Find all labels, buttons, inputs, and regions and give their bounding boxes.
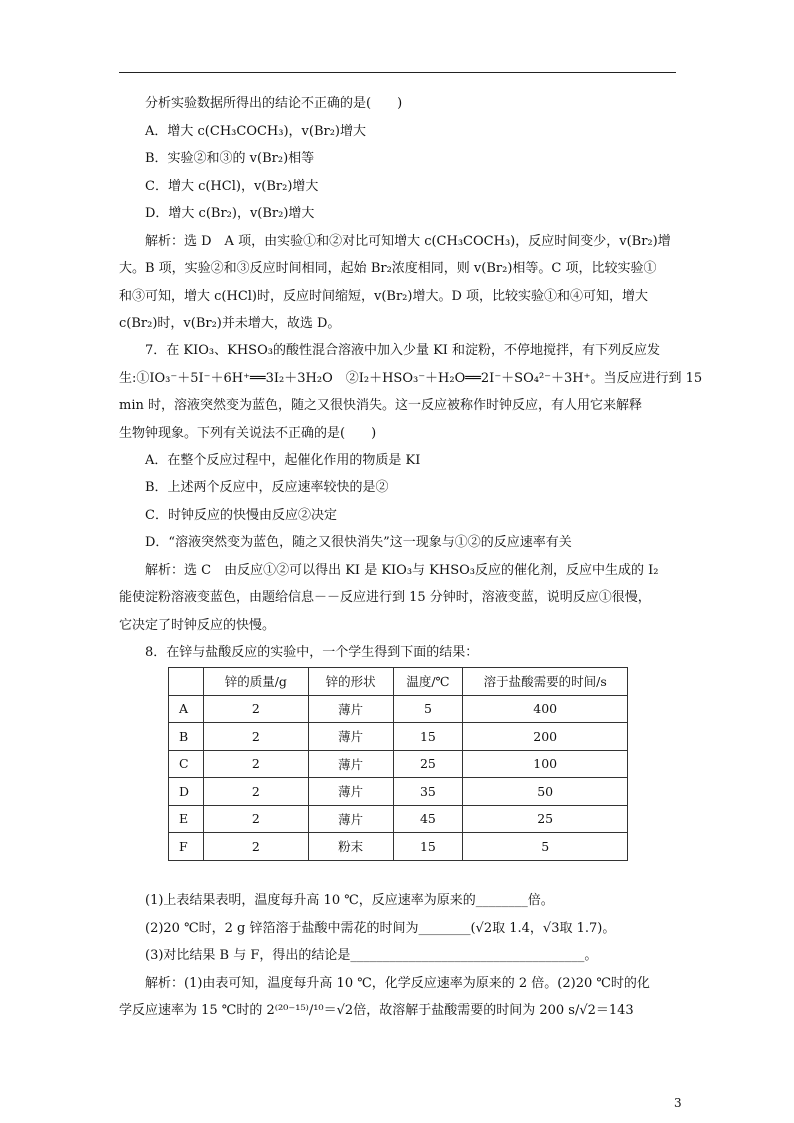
option-d: D．增大 c(Br₂)，v(Br₂)增大	[145, 206, 315, 221]
table-row	[169, 805, 628, 833]
table-cell: 35	[393, 778, 463, 806]
q7-stem-line: 生物钟现象。下列有关说法不正确的是( )	[119, 426, 377, 441]
table-header-cell: 溶于盐酸需要的时间/s	[463, 668, 628, 696]
table-header-cell: 锌的质量/g	[203, 668, 308, 696]
question-intro: 分析实验数据所得出的结论不正确的是( )	[145, 96, 403, 111]
page-number: 3	[674, 1096, 682, 1110]
table-cell: 2	[203, 833, 308, 861]
table-header-cell: 温度/℃	[393, 668, 463, 696]
q8-sub1: (1)上表结果表明，温度每升高 10 ℃，反应速率为原来的________倍。	[145, 893, 554, 908]
table-row	[169, 695, 628, 723]
table-row	[169, 723, 628, 751]
analysis-line: 大。B 项，实验②和③反应时间相同，起始 Br₂浓度相同，则 v(Br₂)相等。C 项，比较实验①	[119, 261, 657, 276]
table-cell: 45	[393, 805, 463, 833]
table-cell: B	[169, 723, 204, 751]
table-cell: 5	[393, 695, 463, 723]
header-rule	[119, 72, 676, 73]
q8-stem: 8．在锌与盐酸反应的实验中，一个学生得到下面的结果：	[145, 645, 479, 660]
table-row	[169, 778, 628, 806]
table-cell: 薄片	[308, 750, 393, 778]
table-cell: 50	[463, 778, 628, 806]
table-cell: 15	[393, 833, 463, 861]
table-cell: 2	[203, 695, 308, 723]
table-cell: C	[169, 750, 204, 778]
table-cell: 100	[463, 750, 628, 778]
table-cell: 5	[463, 833, 628, 861]
q8-analysis-line: 学反应速率为 15 ℃时的 2⁽²⁰⁻¹⁵⁾/¹⁰＝√2倍，故溶解于盐酸需要的时间为 200 s/√2＝143	[119, 1003, 634, 1018]
q8-analysis-line: 解析：(1)由表可知，温度每升高 10 ℃，化学反应速率为原来的 2 倍。(2)20 ℃时的化	[145, 976, 650, 991]
q7-option-d: D．“溶液突然变为蓝色，随之又很快消失”这一现象与①②的反应速率有关	[145, 535, 572, 550]
q7-analysis-line: 解析：选 C 由反应①②可以得出 KI 是 KIO₃与 KHSO₃反应的催化剂，反应中生成的 I₂	[145, 563, 659, 578]
q8-sub2: (2)20 ℃时，2 g 锌箔溶于盐酸中需花的时间为________(√2取 1.4，√3取 1.7)。	[145, 921, 616, 936]
zinc-experiment-table	[168, 667, 628, 861]
q7-option-c: C．时钟反应的快慢由反应②决定	[145, 508, 337, 523]
table-cell: 薄片	[308, 805, 393, 833]
table-cell: 2	[203, 778, 308, 806]
q7-stem-line: 7．在 KIO₃、KHSO₃的酸性混合溶液中加入少量 KI 和淀粉，不停地搅拌，有下列反应发	[145, 343, 661, 358]
analysis-line: 解析：选 D A 项，由实验①和②对比可知增大 c(CH₃COCH₃)，反应时间变少，v(Br₂)增	[145, 234, 671, 249]
q7-stem-line: min 时，溶液突然变为蓝色，随之又很快消失。这一反应被称作时钟反应，有人用它来解释	[119, 398, 642, 413]
table-cell: 2	[203, 805, 308, 833]
q7-analysis-line: 能使淀粉溶液变蓝色，由题给信息－－反应进行到 15 分钟时，溶液变蓝，说明反应①很慢，	[119, 590, 651, 605]
table-row	[169, 833, 628, 861]
table-cell: 400	[463, 695, 628, 723]
q7-stem-line: 生:①IO₃⁻＋5I⁻＋6H⁺══3I₂＋3H₂O ②I₂＋HSO₃⁻＋H₂O══2I⁻＋SO₄²⁻＋3H⁺。当反应进行到 15	[119, 371, 703, 386]
table-cell: 2	[203, 723, 308, 751]
table-cell: 薄片	[308, 778, 393, 806]
q7-option-b: B．上述两个反应中，反应速率较快的是②	[145, 480, 389, 495]
table-cell: 2	[203, 750, 308, 778]
table-cell: E	[169, 805, 204, 833]
analysis-line: c(Br₂)时，v(Br₂)并未增大，故选 D。	[119, 316, 341, 331]
option-a: A．增大 c(CH₃COCH₃)，v(Br₂)增大	[145, 124, 367, 139]
table-cell: A	[169, 695, 204, 723]
table-cell: 粉末	[308, 833, 393, 861]
table-cell: 薄片	[308, 723, 393, 751]
q7-option-a: A．在整个反应过程中，起催化作用的物质是 KI	[145, 453, 421, 468]
table-cell: D	[169, 778, 204, 806]
table-cell: 200	[463, 723, 628, 751]
table-header-row	[169, 668, 628, 696]
option-c: C．增大 c(HCl)，v(Br₂)增大	[145, 179, 319, 194]
table-header-cell: 锌的形状	[308, 668, 393, 696]
table-header-cell	[169, 668, 204, 696]
table-cell: 25	[393, 750, 463, 778]
q7-analysis-line: 它决定了时钟反应的快慢。	[119, 618, 276, 633]
table-cell: 薄片	[308, 695, 393, 723]
option-b: B．实验②和③的 v(Br₂)相等	[145, 151, 315, 166]
table-cell: 15	[393, 723, 463, 751]
table-cell: F	[169, 833, 204, 861]
table-cell: 25	[463, 805, 628, 833]
q8-sub3: (3)对比结果 B 与 F，得出的结论是____________________________________。	[145, 948, 598, 963]
table-row	[169, 750, 628, 778]
analysis-line: 和③可知，增大 c(HCl)时，反应时间缩短，v(Br₂)增大。D 项，比较实验①和④可知，增大	[119, 289, 649, 304]
